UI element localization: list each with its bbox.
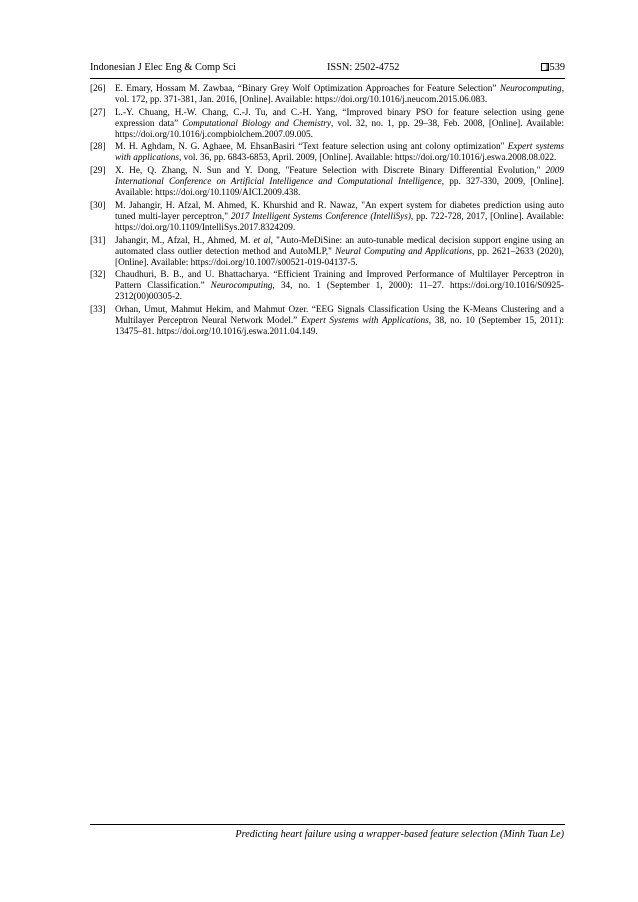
issn: ISSN: 2502-4752 [327, 62, 400, 73]
page-header [90, 62, 565, 76]
reference-number: [27] [90, 107, 106, 118]
reference-venue: Neurocomputing [499, 84, 562, 94]
reference-item [90, 270, 564, 303]
reference-text: M. Jahangir, H. Afzal, M. Ahmed, K. Khurshid and R. Nawaz, "An expert system for diabetes prediction using auto tuned multi-layer perceptron," [115, 200, 564, 222]
reference-venue: Neural Computing and Applications [335, 246, 472, 257]
reference-details: , 34, no. 1 (September 1, 2000): 11–27. https://doi.org/10.1016/S0925-2312(00)00305-2. [115, 281, 564, 303]
reference-text: Orhan, Umut, Mahmut Hekim, and Mahmut Ozer. “EEG Signals Classification Using the K-Means Clustering and a Multilayer Perceptron Neural Network Model.” [115, 305, 564, 327]
header-divider [90, 78, 565, 79]
reference-title: , "Auto-MeDiSine: an auto-tunable medical decision support engine using an automated class outlier detection method and AutoMLP," [115, 235, 564, 257]
reference-item [90, 84, 564, 106]
reference-number: [26] [90, 84, 106, 94]
page-number: 1539 [544, 62, 565, 73]
footer-divider [90, 824, 565, 825]
running-footer: Predicting heart failure using a wrapper-based feature selection (Minh Tuan Le) [235, 829, 564, 840]
reference-et-al: et al [253, 235, 271, 246]
journal-name: Indonesian J Elec Eng & Comp Sci [90, 62, 236, 73]
reference-venue: 2017 Intelligent Systems Conference (IntelliSys) [230, 211, 411, 222]
reference-details: , 38, no. 10 (September 15, 2011): 13475–81. https://doi.org/10.1016/j.eswa.2011.04.149. [115, 316, 564, 338]
reference-venue: Neurocomputing [210, 281, 273, 292]
reference-venue: 2009 International Conference on Artificial Intelligence and Computational Intelligence [115, 166, 564, 188]
reference-item [90, 108, 564, 141]
reference-details: , vol. 172, pp. 371-381, Jan. 2016, [Online]. Available: https://doi.org/10.1016/j.neucom.2015.06.083. [115, 84, 564, 106]
reference-text: E. Emary, Hossam M. Zawbaa, “Binary Grey Wolf Optimization Approaches for Feature Selection” [115, 84, 500, 94]
reference-number: [29] [90, 166, 106, 177]
reference-list [90, 84, 564, 340]
reference-text: Chaudhuri, B. B., and U. Bhattacharya. “Efficient Training and Improved Performance of Multilayer Perceptron in Pattern Classification.” [115, 270, 564, 292]
reference-venue: Expert Systems with Applications [301, 316, 429, 327]
reference-details: , pp. 722-728, 2017, [Online]. Available: https://doi.org/10.1109/IntelliSys.2017.8324209. [115, 211, 564, 233]
reference-item [90, 166, 564, 199]
reference-text: L.-Y. Chuang, H.-W. Chang, C.-J. Tu, and C.-H. Yang, “Improved binary PSO for feature selection using gene expression data” [115, 107, 564, 129]
reference-number: [33] [90, 305, 106, 316]
reference-details: , vol. 32, no. 1, pp. 29–38, Feb. 2008, [Online]. Available: https://doi.org/10.1016/j.compbiolchem.2007.09.005. [115, 118, 564, 140]
reference-number: [31] [90, 235, 106, 246]
reference-details: , vol. 36, pp. 6843-6853, April. 2009, [Online]. Available: https://doi.org/10.1016/j.eswa.2008.08.022. [178, 153, 557, 164]
reference-item [90, 142, 564, 164]
reference-number: [32] [90, 270, 106, 281]
reference-venue: Computational Biology and Chemistry [182, 118, 331, 129]
reference-details: , pp. 327-330, 2009, [Online]. Available: https://doi.org/10.1109/AICI.2009.438. [115, 177, 564, 199]
reference-text: X. He, Q. Zhang, N. Sun and Y. Dong, "Feature Selection with Discrete Binary Differential Evolution," [115, 166, 546, 177]
reference-venue: Expert systems with applications [115, 142, 564, 164]
reference-text: M. H. Aghdam, N. G. Aghaee, M. EhsanBasiri “Text feature selection using ant colony optimization" [115, 142, 508, 153]
reference-item [90, 236, 564, 269]
reference-item [90, 305, 564, 338]
reference-item [90, 201, 564, 234]
reference-number: [28] [90, 142, 106, 153]
reference-details: , pp. 2621–2633 (2020), [Online]. Available: https://doi.org/10.1007/s00521-019-04137-5. [115, 246, 564, 268]
reference-number: [30] [90, 200, 106, 211]
reference-text: Jahangir, M., Afzal, H., Ahmed, M. [115, 235, 254, 246]
